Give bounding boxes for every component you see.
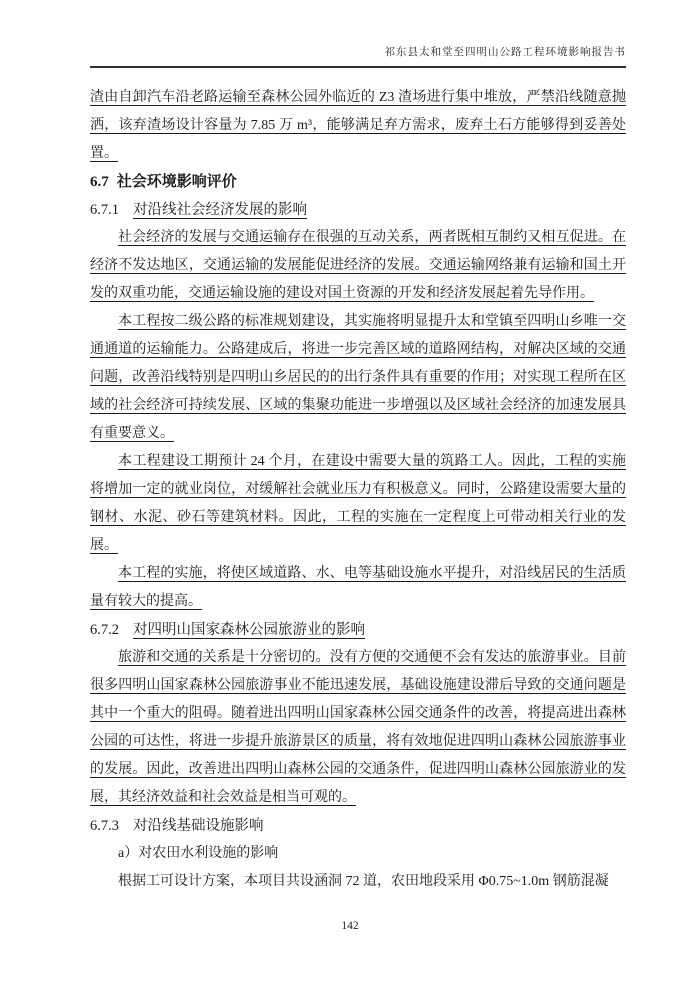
paragraph-spoil-disposal: 渣由自卸汽车沿老路运输至森林公园外临近的 Z3 渣场进行集中堆放，严禁沿线随意抛洒，该弃渣场设计容量为 7.85 万 m³，能够满足弃方需求，废弃土石方能够得到妥善处置。 (90, 90, 626, 161)
header-rule (90, 66, 626, 68)
section-heading-6-7 (90, 168, 626, 196)
paragraph-tourism-traffic: 旅游和交通的关系是十分密切的。没有方便的交通便不会有发达的旅游事业。目前很多四明山国家森林公园旅游事业不能迅速发展，基础设施建设滞后导致的交通问题是其中一个重大的阻碍。随着进出四明山国家森林公园交通条件的改善，将提高进出森林公园的可达性，将进一步提升旅游景区的质量，将有效地促进四明山森林公园旅游事业的发展。因此，改善进出四明山森林公园的交通条件，促进四明山森林公园旅游业的发展，其经济效益和社会效益是相当可观的。 (90, 650, 626, 805)
subsection-title: 对沿线社会经济发展的影响 (133, 202, 307, 218)
paragraph-construction-period: 本工程建设工期预计 24 个月，在建设中需要大量的筑路工人。因此，工程的实施将增加一定的就业岗位，对缓解社会就业压力有积极意义。同时，公路建设需要大量的钢材、水泥、砂石等建筑材料。因此，工程的实施在一定程度上可带动相关行业的发展。 (90, 454, 626, 553)
page-header (90, 44, 626, 68)
report-title: 祁东县太和堂至四明山公路工程环境影响报告书 (384, 47, 626, 58)
subsection-heading-6-7-3 (90, 812, 626, 840)
subsection-heading-6-7-1 (90, 196, 626, 224)
document-body (90, 84, 626, 896)
subsection-title: 对沿线基础设施影响 (133, 818, 264, 834)
subsection-number: 6.7.3 (90, 818, 119, 834)
subsection-heading-6-7-2 (90, 616, 626, 644)
paragraph-infrastructure-level: 本工程的实施，将使区域道路、水、电等基础设施水平提升，对沿线居民的生活质量有较大的提高。 (90, 566, 626, 609)
subsection-number: 6.7.1 (90, 202, 119, 218)
subsection-title: 对四明山国家森林公园旅游业的影响 (133, 622, 365, 638)
item-a-farmland-water: a）对农田水利设施的影响 (118, 846, 279, 861)
page-number: 142 (341, 920, 359, 932)
paragraph-economy-interaction: 社会经济的发展与交通运输存在很强的互动关系，两者既相互制约又相互促进。在经济不发达地区，交通运输的发展能促进经济的发展。交通运输网络兼有运输和国土开发的双重功能，交通运输设施的建设对国土资源的开发和经济发展起着先导作用。 (90, 230, 626, 301)
paragraph-culvert-design: 根据工可设计方案，本项目共设涵洞 72 道，农田地段采用 Φ0.75~1.0m 钢筋混凝 (118, 874, 609, 889)
paragraph-road-standard: 本工程按二级公路的标准规划建设，其实施将明显提升太和堂镇至四明山乡唯一交通通道的运输能力。公路建成后，将进一步完善区域的道路网结构，对解决区域的交通问题，改善沿线特别是四明山乡居民的的出行条件具有重要的作用；对实现工程所在区域的社会经济可持续发展、区域的集聚功能进一步增强以及区域社会经济的加速发展具有重要意义。 (90, 314, 626, 441)
subsection-number: 6.7.2 (90, 622, 119, 638)
page-footer (0, 920, 700, 932)
section-title: 社会环境影响评价 (116, 174, 237, 190)
section-number: 6.7 (90, 174, 109, 190)
